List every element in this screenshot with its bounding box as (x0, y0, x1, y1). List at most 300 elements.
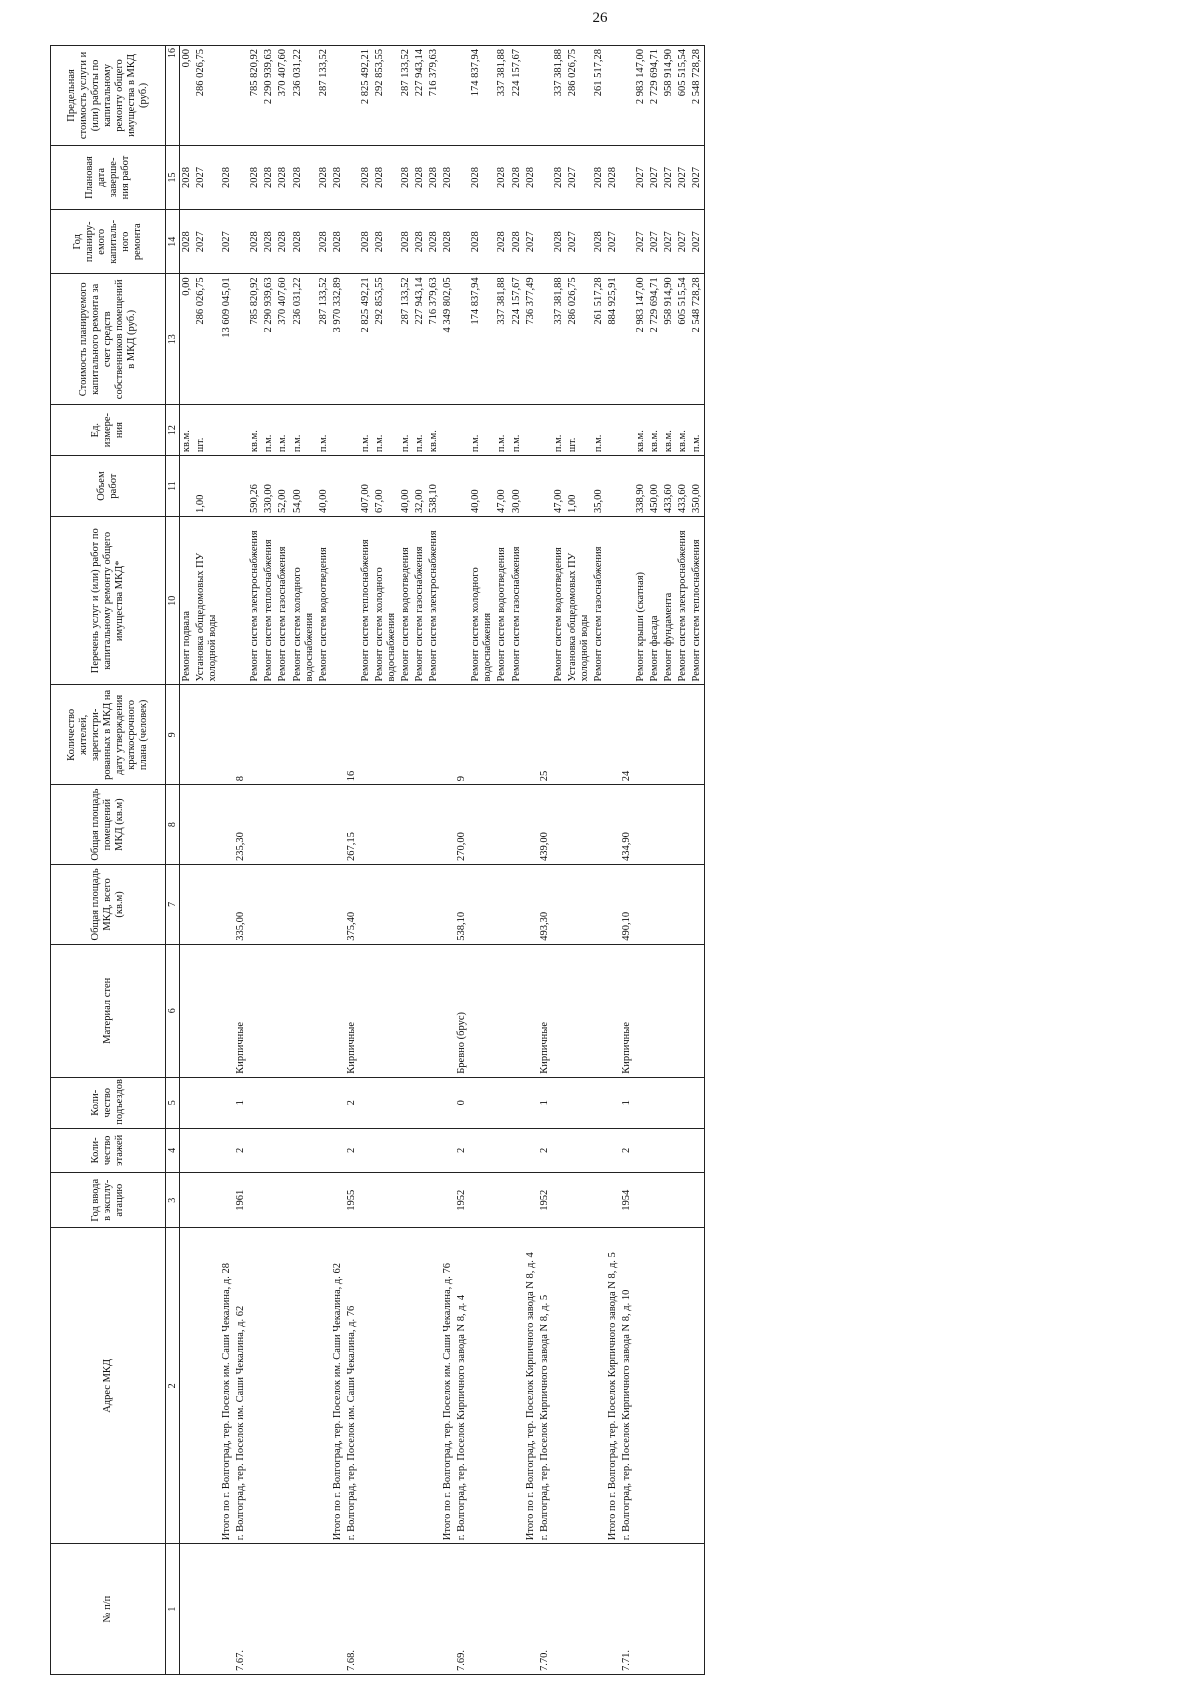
table-row-work (427, 46, 441, 1675)
repair-year-cell: 2027 (648, 210, 662, 274)
premises-area-cell (413, 785, 427, 865)
table-row-work (676, 46, 690, 1675)
work-volume-cell: 350,00 (690, 456, 705, 517)
capital-repair-table (50, 45, 705, 1675)
wall-material-cell (276, 944, 290, 1077)
entrances-cell (566, 1077, 592, 1128)
address-cell (413, 1228, 427, 1544)
work-type-cell: Ремонт систем холодного водоснабжения (469, 517, 495, 685)
table-row-house (538, 46, 552, 1675)
floors-cell (180, 1128, 195, 1172)
table-row-work (469, 46, 495, 1675)
address-cell (469, 1228, 495, 1544)
premises-area-cell (441, 785, 455, 865)
residents-cell (373, 685, 399, 785)
floors-cell (220, 1128, 234, 1172)
unit-cell (331, 405, 345, 456)
year-built-cell (180, 1173, 195, 1228)
floors-cell: 2 (455, 1128, 469, 1172)
residents-cell (648, 685, 662, 785)
row-number-cell (291, 1544, 317, 1675)
table-row-house (345, 46, 359, 1675)
work-type-cell: Ремонт систем водоотведения (317, 517, 331, 685)
unit-cell: п.м. (552, 405, 566, 456)
entrances-cell (248, 1077, 262, 1128)
year-built-cell (566, 1173, 592, 1228)
row-number-cell (331, 1544, 345, 1675)
unit-cell: шт. (194, 405, 220, 456)
entrances-cell (399, 1077, 413, 1128)
residents-cell (331, 685, 345, 785)
max-cost-cell (455, 46, 469, 146)
work-volume-cell: 32,00 (413, 456, 427, 517)
work-volume-cell: 433,60 (662, 456, 676, 517)
work-volume-cell: 40,00 (317, 456, 331, 517)
premises-area-cell (495, 785, 509, 865)
row-number-cell (690, 1544, 705, 1675)
completion-year-cell (234, 145, 248, 209)
col-number: 1 (166, 1544, 180, 1675)
col-number: 8 (166, 785, 180, 865)
repair-year-cell: 2028 (248, 210, 262, 274)
entrances-cell (524, 1077, 538, 1128)
completion-year-cell: 2028 (427, 145, 441, 209)
floors-cell (194, 1128, 220, 1172)
unit-cell: кв.м. (634, 405, 648, 456)
col-number: 15 (166, 145, 180, 209)
max-cost-cell: 286 026,75 (194, 46, 220, 146)
row-number-cell (634, 1544, 648, 1675)
completion-year-cell: 2027 (676, 145, 690, 209)
repair-year-cell: 2028 (359, 210, 373, 274)
year-built-cell: 1961 (234, 1173, 248, 1228)
cost-cell (455, 274, 469, 405)
address-cell (317, 1228, 331, 1544)
residents-cell (427, 685, 441, 785)
repair-year-cell: 2027 (690, 210, 705, 274)
table-row-work (566, 46, 592, 1675)
unit-cell (524, 405, 538, 456)
col-header: Коли- чество подъездов (51, 1077, 166, 1128)
entrances-cell (606, 1077, 620, 1128)
entrances-cell (634, 1077, 648, 1128)
table-row-work (373, 46, 399, 1675)
year-built-cell (262, 1173, 276, 1228)
premises-area-cell (373, 785, 399, 865)
completion-year-cell (345, 145, 359, 209)
unit-cell: п.м. (359, 405, 373, 456)
address-cell: Итого по г. Волгоград, тер. Поселок Кирпичного завода N 8, д. 5 (606, 1228, 620, 1544)
address-cell: Итого по г. Волгоград, тер. Поселок Кирпичного завода N 8, д. 4 (524, 1228, 538, 1544)
repair-year-cell (234, 210, 248, 274)
completion-year-cell: 2027 (634, 145, 648, 209)
premises-area-cell (359, 785, 373, 865)
total-area-cell (413, 865, 427, 945)
row-number-cell (427, 1544, 441, 1675)
entrances-cell (331, 1077, 345, 1128)
total-area-cell (331, 865, 345, 945)
completion-year-cell: 2028 (399, 145, 413, 209)
row-number-cell (248, 1544, 262, 1675)
work-volume-cell (331, 456, 345, 517)
residents-cell (690, 685, 705, 785)
total-area-cell (690, 865, 705, 945)
address-cell (180, 1228, 195, 1544)
floors-cell (495, 1128, 509, 1172)
year-built-cell (248, 1173, 262, 1228)
address-cell (399, 1228, 413, 1544)
work-type-cell: Ремонт систем водоотведения (552, 517, 566, 685)
table-row-work (648, 46, 662, 1675)
year-built-cell (331, 1173, 345, 1228)
repair-year-cell: 2027 (634, 210, 648, 274)
total-area-cell (662, 865, 676, 945)
work-type-cell: Ремонт систем теплоснабжения (359, 517, 373, 685)
max-cost-cell: 227 943,14 (413, 46, 427, 146)
address-cell: Итого по г. Волгоград, тер. Поселок им. Саши Чекалина, д. 62 (331, 1228, 345, 1544)
max-cost-cell: 287 133,52 (399, 46, 413, 146)
residents-cell: 25 (538, 685, 552, 785)
row-number-cell (469, 1544, 495, 1675)
residents-cell (399, 685, 413, 785)
work-type-cell: Ремонт систем водоотведения (495, 517, 509, 685)
address-cell: Итого по г. Волгоград, тер. Поселок им. Саши Чекалина, д. 28 (220, 1228, 234, 1544)
floors-cell (662, 1128, 676, 1172)
cost-cell (345, 274, 359, 405)
max-cost-cell: 2 729 694,71 (648, 46, 662, 146)
residents-cell (495, 685, 509, 785)
wall-material-cell (566, 944, 592, 1077)
table-row-work (276, 46, 290, 1675)
repair-year-cell: 2028 (413, 210, 427, 274)
entrances-cell (180, 1077, 195, 1128)
table-row-total (220, 46, 234, 1675)
repair-year-cell: 2028 (399, 210, 413, 274)
repair-year-cell: 2028 (469, 210, 495, 274)
table-row-house (455, 46, 469, 1675)
floors-cell (262, 1128, 276, 1172)
work-volume-cell (441, 456, 455, 517)
max-cost-cell (220, 46, 234, 146)
year-built-cell (495, 1173, 509, 1228)
premises-area-cell (634, 785, 648, 865)
total-area-cell (469, 865, 495, 945)
premises-area-cell (317, 785, 331, 865)
completion-year-cell: 2028 (180, 145, 195, 209)
max-cost-cell (345, 46, 359, 146)
premises-area-cell (606, 785, 620, 865)
cost-cell: 884 925,91 (606, 274, 620, 405)
unit-cell: п.м. (413, 405, 427, 456)
premises-area-cell (276, 785, 290, 865)
completion-year-cell: 2028 (220, 145, 234, 209)
work-volume-cell: 40,00 (469, 456, 495, 517)
completion-year-cell: 2028 (291, 145, 317, 209)
cost-cell: 2 825 492,21 (359, 274, 373, 405)
residents-cell (262, 685, 276, 785)
cost-cell: 3 970 332,89 (331, 274, 345, 405)
unit-cell: п.м. (291, 405, 317, 456)
address-cell: г. Волгоград, тер. Поселок Кирпичного завода N 8, д. 4 (455, 1228, 469, 1544)
unit-cell: кв.м. (648, 405, 662, 456)
total-area-cell (317, 865, 331, 945)
table-row-work (262, 46, 276, 1675)
total-area-cell (359, 865, 373, 945)
residents-cell (359, 685, 373, 785)
max-cost-cell: 2 290 939,63 (262, 46, 276, 146)
completion-year-cell: 2028 (495, 145, 509, 209)
work-volume-cell: 54,00 (291, 456, 317, 517)
unit-cell (441, 405, 455, 456)
floors-cell (634, 1128, 648, 1172)
year-built-cell: 1955 (345, 1173, 359, 1228)
col-header: Объем работ (51, 456, 166, 517)
cost-cell: 2 548 728,28 (690, 274, 705, 405)
col-header: Плановая дата заверше- ния работ (51, 145, 166, 209)
premises-area-cell (220, 785, 234, 865)
total-area-cell (399, 865, 413, 945)
residents-cell (662, 685, 676, 785)
unit-cell (620, 405, 634, 456)
work-volume-cell (180, 456, 195, 517)
cost-cell: 224 157,67 (510, 274, 524, 405)
total-area-cell (552, 865, 566, 945)
table-body (180, 46, 705, 1675)
work-type-cell: Ремонт систем газоснабжения (276, 517, 290, 685)
unit-cell (538, 405, 552, 456)
unit-cell: кв.м. (180, 405, 195, 456)
table-row-total (524, 46, 538, 1675)
address-cell: г. Волгоград, тер. Поселок им. Саши Чекалина, д. 76 (345, 1228, 359, 1544)
entrances-cell: 2 (345, 1077, 359, 1128)
cost-cell: 287 133,52 (399, 274, 413, 405)
residents-cell (248, 685, 262, 785)
address-cell (552, 1228, 566, 1544)
completion-year-cell: 2028 (606, 145, 620, 209)
cost-cell: 2 729 694,71 (648, 274, 662, 405)
floors-cell (248, 1128, 262, 1172)
col-number: 14 (166, 210, 180, 274)
year-built-cell (291, 1173, 317, 1228)
work-type-cell: Установка общедомовых ПУ холодной воды (194, 517, 220, 685)
total-area-cell (592, 865, 606, 945)
entrances-cell (648, 1077, 662, 1128)
residents-cell (676, 685, 690, 785)
floors-cell (690, 1128, 705, 1172)
cost-cell: 337 381,88 (495, 274, 509, 405)
residents-cell (317, 685, 331, 785)
table-row-work (495, 46, 509, 1675)
row-number-cell (220, 1544, 234, 1675)
work-type-cell: Ремонт фасада (648, 517, 662, 685)
premises-area-cell (194, 785, 220, 865)
work-type-cell: Установка общедомовых ПУ холодной воды (566, 517, 592, 685)
premises-area-cell (552, 785, 566, 865)
year-built-cell (441, 1173, 455, 1228)
repair-year-cell: 2028 (317, 210, 331, 274)
premises-area-cell: 270,00 (455, 785, 469, 865)
work-type-cell (606, 517, 620, 685)
work-type-cell: Ремонт систем электроснабжения (427, 517, 441, 685)
floors-cell (648, 1128, 662, 1172)
table-row-work (592, 46, 606, 1675)
total-area-cell (276, 865, 290, 945)
rotated-table-container (50, 45, 1180, 1675)
completion-year-cell: 2028 (413, 145, 427, 209)
cost-cell (620, 274, 634, 405)
premises-area-cell (248, 785, 262, 865)
wall-material-cell (262, 944, 276, 1077)
entrances-cell (427, 1077, 441, 1128)
premises-area-cell (399, 785, 413, 865)
completion-year-cell: 2028 (469, 145, 495, 209)
work-volume-cell: 450,00 (648, 456, 662, 517)
floors-cell (399, 1128, 413, 1172)
completion-year-cell: 2028 (373, 145, 399, 209)
cost-cell: 2 290 939,63 (262, 274, 276, 405)
residents-cell (510, 685, 524, 785)
unit-cell: п.м. (262, 405, 276, 456)
address-cell (662, 1228, 676, 1544)
premises-area-cell (262, 785, 276, 865)
completion-year-cell (620, 145, 634, 209)
unit-cell: п.м. (276, 405, 290, 456)
floors-cell (359, 1128, 373, 1172)
cost-cell: 227 943,14 (413, 274, 427, 405)
max-cost-cell: 236 031,22 (291, 46, 317, 146)
premises-area-cell (690, 785, 705, 865)
completion-year-cell: 2027 (690, 145, 705, 209)
row-number-cell (592, 1544, 606, 1675)
work-volume-cell: 538,10 (427, 456, 441, 517)
table-row-work (552, 46, 566, 1675)
col-number: 10 (166, 517, 180, 685)
work-volume-cell: 67,00 (373, 456, 399, 517)
total-area-cell (180, 865, 195, 945)
total-area-cell: 335,00 (234, 865, 248, 945)
premises-area-cell (180, 785, 195, 865)
wall-material-cell (469, 944, 495, 1077)
year-built-cell (606, 1173, 620, 1228)
row-number-cell (373, 1544, 399, 1675)
work-volume-cell (220, 456, 234, 517)
table-row-house (620, 46, 634, 1675)
unit-cell: шт. (566, 405, 592, 456)
col-header: Предельная стоимость услуги и (или) работы по капитальному ремонту общего имущества в МКД (руб.) (51, 46, 166, 146)
work-type-cell: Ремонт систем газоснабжения (592, 517, 606, 685)
work-volume-cell (538, 456, 552, 517)
year-built-cell (662, 1173, 676, 1228)
cost-cell: 4 349 802,05 (441, 274, 455, 405)
repair-year-cell: 2028 (276, 210, 290, 274)
max-cost-cell: 287 133,52 (317, 46, 331, 146)
unit-cell (220, 405, 234, 456)
address-cell (495, 1228, 509, 1544)
entrances-cell (662, 1077, 676, 1128)
row-number-cell: 7.71. (620, 1544, 634, 1675)
table-row-work (180, 46, 195, 1675)
repair-year-cell: 2027 (524, 210, 538, 274)
wall-material-cell (291, 944, 317, 1077)
max-cost-cell: 785 820,92 (248, 46, 262, 146)
completion-year-cell: 2027 (648, 145, 662, 209)
work-volume-cell (606, 456, 620, 517)
row-number-cell (441, 1544, 455, 1675)
wall-material-cell (180, 944, 195, 1077)
unit-cell (345, 405, 359, 456)
cost-cell: 605 515,54 (676, 274, 690, 405)
work-type-cell: Ремонт систем водоотведения (399, 517, 413, 685)
premises-area-cell (662, 785, 676, 865)
year-built-cell: 1952 (455, 1173, 469, 1228)
col-number: 16 (166, 46, 180, 146)
col-number: 7 (166, 865, 180, 945)
unit-cell: кв.м. (662, 405, 676, 456)
row-number-cell (399, 1544, 413, 1675)
row-number-cell (276, 1544, 290, 1675)
table-row-work (291, 46, 317, 1675)
total-area-cell: 375,40 (345, 865, 359, 945)
wall-material-cell: Кирпичные (538, 944, 552, 1077)
col-header: Общая площадь помещений МКД (кв.м) (51, 785, 166, 865)
completion-year-cell: 2028 (510, 145, 524, 209)
residents-cell (276, 685, 290, 785)
max-cost-cell: 2 983 147,00 (634, 46, 648, 146)
premises-area-cell: 439,00 (538, 785, 552, 865)
entrances-cell: 1 (234, 1077, 248, 1128)
wall-material-cell (441, 944, 455, 1077)
completion-year-cell: 2028 (359, 145, 373, 209)
max-cost-cell: 0,00 (180, 46, 195, 146)
floors-cell (331, 1128, 345, 1172)
address-cell (676, 1228, 690, 1544)
cost-cell: 736 377,49 (524, 274, 538, 405)
floors-cell (317, 1128, 331, 1172)
total-area-cell (634, 865, 648, 945)
entrances-cell (194, 1077, 220, 1128)
address-cell (634, 1228, 648, 1544)
repair-year-cell: 2027 (220, 210, 234, 274)
col-number: 4 (166, 1128, 180, 1172)
unit-cell: кв.м. (248, 405, 262, 456)
unit-cell (234, 405, 248, 456)
residents-cell (180, 685, 195, 785)
premises-area-cell (427, 785, 441, 865)
max-cost-cell (441, 46, 455, 146)
cost-cell: 958 914,90 (662, 274, 676, 405)
year-built-cell (552, 1173, 566, 1228)
total-area-cell (441, 865, 455, 945)
floors-cell (676, 1128, 690, 1172)
year-built-cell (399, 1173, 413, 1228)
entrances-cell (291, 1077, 317, 1128)
completion-year-cell: 2028 (552, 145, 566, 209)
repair-year-cell: 2028 (373, 210, 399, 274)
max-cost-cell: 337 381,88 (552, 46, 566, 146)
table-row-total (331, 46, 345, 1675)
table-row-work (194, 46, 220, 1675)
work-volume-cell (234, 456, 248, 517)
cost-cell: 261 517,28 (592, 274, 606, 405)
entrances-cell (592, 1077, 606, 1128)
work-volume-cell: 47,00 (552, 456, 566, 517)
completion-year-cell: 2028 (524, 145, 538, 209)
row-number-cell (566, 1544, 592, 1675)
entrances-cell: 1 (620, 1077, 634, 1128)
repair-year-cell (538, 210, 552, 274)
total-area-cell (220, 865, 234, 945)
residents-cell (291, 685, 317, 785)
